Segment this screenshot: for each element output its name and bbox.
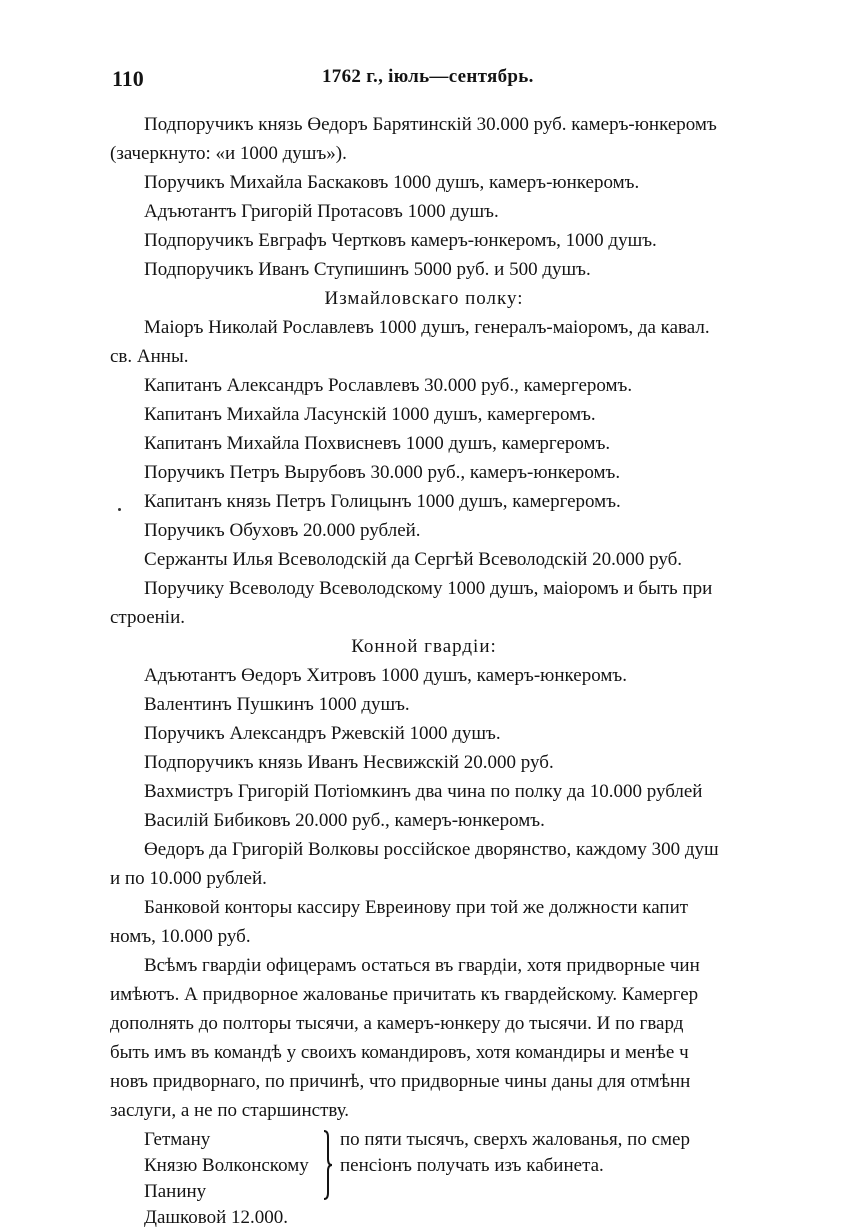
page-header: [112, 66, 742, 94]
speck-mark: [118, 508, 121, 511]
text-line: Адъютантъ Өедоръ Хитровъ 1000 душъ, камеръ-юнкеромъ.: [144, 665, 627, 686]
text-line: Банковой конторы кассиру Евреинову при той же должности капит: [144, 897, 689, 918]
text-line: Маіоръ Николай Рославлевъ 1000 душъ, генералъ-маіоромъ, да кавал.: [144, 317, 710, 338]
section-heading: Измайловскаго полку:: [324, 288, 524, 309]
text-line: и по 10.000 рублей.: [110, 868, 267, 889]
body-text: [110, 112, 738, 1231]
text-line: св. Анны.: [110, 346, 189, 367]
text-line: Өедоръ да Григорій Волковы россійское дворянство, каждому 300 душ: [144, 839, 719, 860]
text-line: Капитанъ князь Петръ Голицынъ 1000 душъ, камергеромъ.: [144, 491, 621, 512]
text-line: Подпоручикъ князь Иванъ Несвижскій 20.000 руб.: [144, 752, 554, 773]
text-line: заслуги, а не по старшинству.: [110, 1100, 350, 1121]
text-line: Поручикъ Михайла Баскаковъ 1000 душъ, камеръ-юнкеромъ.: [144, 172, 640, 193]
text-line: Поручикъ Обуховъ 20.000 рублей.: [144, 520, 421, 541]
bracket-name: Гетману: [144, 1129, 211, 1150]
text-line: Валентинъ Пушкинъ 1000 душъ.: [144, 694, 410, 715]
text-line: Подпоручикъ Евграфъ Чертковъ камеръ-юнкеромъ, 1000 душъ.: [144, 230, 657, 251]
text-line: Вахмистръ Григорій Потіомкинъ два чина по полку да 10.000 рублей: [144, 781, 703, 802]
page-number: 110: [112, 66, 144, 91]
text-line: (зачеркнуто: «и 1000 душъ»).: [110, 143, 347, 164]
text-line: Капитанъ Михайла Похвисневъ 1000 душъ, камергеромъ.: [144, 433, 611, 454]
text-line: Поручику Всеволоду Всеволодскому 1000 душъ, маіоромъ и быть при: [144, 578, 713, 599]
bracket-text: [340, 1127, 740, 1179]
text-line: Капитанъ Михайла Ласунскій 1000 душъ, камергеромъ.: [144, 404, 596, 425]
curly-brace-icon: [320, 1129, 334, 1201]
text-line: быть имъ въ командѣ у своихъ командировъ, хотя командиры и менѣе ч: [110, 1042, 689, 1063]
text-lines: [110, 112, 738, 1124]
text-line: новъ придворнаго, по причинѣ, что придворные чины даны для отмѣнн: [110, 1071, 691, 1092]
final-line: Дашковой 12.000.: [144, 1207, 289, 1228]
section-heading: Конной гвардіи:: [351, 636, 497, 657]
text-line: Поручикъ Александръ Ржевскій 1000 душъ.: [144, 723, 501, 744]
bracket-text-line: пенсіонъ получать изъ кабинета.: [340, 1155, 604, 1176]
bracket-name: Князю Волконскому: [144, 1155, 309, 1176]
text-line: Подпоручикъ Иванъ Ступишинъ 5000 руб. и 500 душъ.: [144, 259, 591, 280]
bracket-text-line: по пяти тысячъ, сверхъ жалованья, по смер: [340, 1129, 690, 1150]
text-line: номъ, 10.000 руб.: [110, 926, 251, 947]
bracket-block: [110, 1127, 738, 1231]
text-line: Сержанты Илья Всеволодскій да Сергѣй Всеволодскій 20.000 руб.: [144, 549, 683, 570]
text-line: Подпоручикъ князь Өедоръ Барятинскій 30.000 руб. камеръ-юнкеромъ: [144, 114, 717, 135]
text-line: Всѣмъ гвардіи офицерамъ остаться въ гвардіи, хотя придворные чин: [144, 955, 700, 976]
text-line: Поручикъ Петръ Вырубовъ 30.000 руб., камеръ-юнкеромъ.: [144, 462, 621, 483]
text-line: имѣютъ. А придворное жалованье причитать къ гвардейскому. Камергер: [110, 984, 699, 1005]
text-line: Капитанъ Александръ Рославлевъ 30.000 руб., камергеромъ.: [144, 375, 633, 396]
text-line: строеніи.: [110, 607, 185, 628]
bracket-names: [144, 1127, 309, 1231]
running-title: 1762 г., іюль—сентябрь.: [322, 66, 534, 87]
text-line: Василій Бибиковъ 20.000 руб., камеръ-юнкеромъ.: [144, 810, 545, 831]
text-line: Адъютантъ Григорій Протасовъ 1000 душъ.: [144, 201, 499, 222]
text-line: дополнять до полторы тысячи, а камеръ-юнкеру до тысячи. И по гвард: [110, 1013, 684, 1034]
bracket-name: Панину: [144, 1181, 207, 1202]
